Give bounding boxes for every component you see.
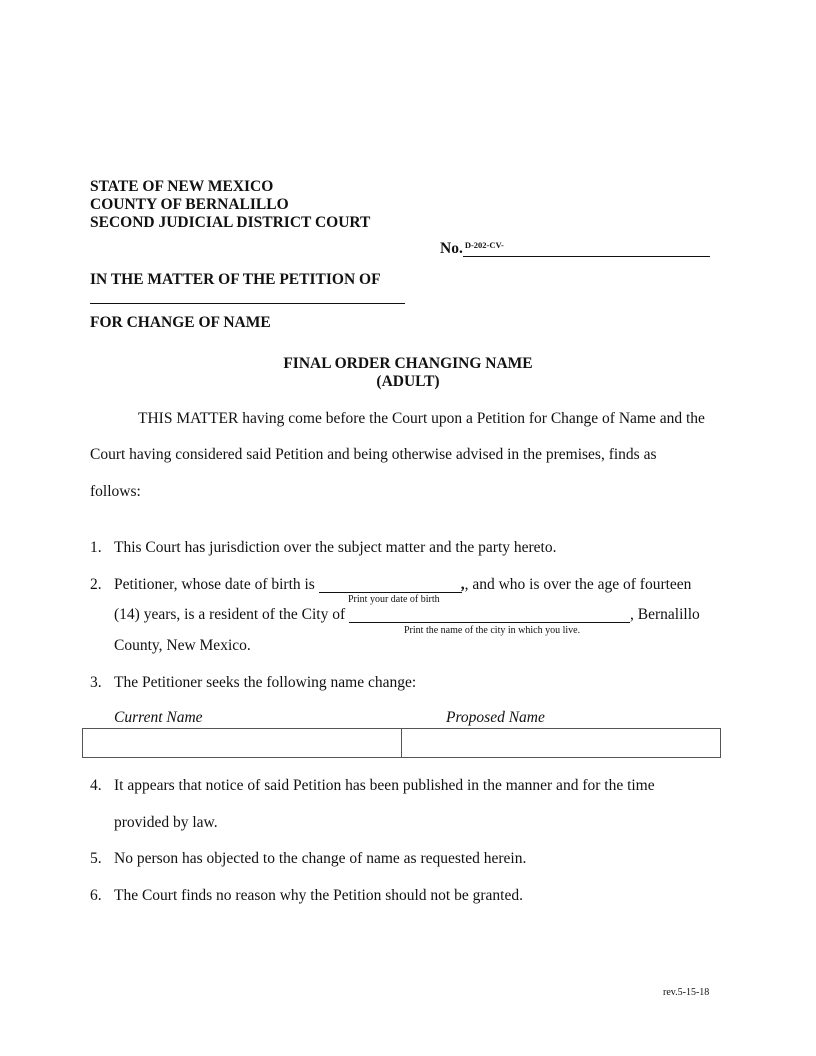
change-of-name-heading: FOR CHANGE OF NAME — [90, 314, 271, 331]
finding-3-text: The Petitioner seeks the following name change: — [114, 674, 417, 691]
state-heading: STATE OF NEW MEXICO — [90, 178, 274, 195]
date-of-birth-field[interactable] — [319, 576, 462, 593]
order-title: FINAL ORDER CHANGING NAME — [283, 355, 533, 372]
county-heading: COUNTY OF BERNALILLO — [90, 196, 289, 213]
finding-4-number: 4. — [90, 777, 102, 794]
revision-date: rev.5-15-18 — [663, 987, 710, 998]
intro-line-2: Court having considered said Petition and being otherwise advised in the premises, finds as — [90, 446, 657, 463]
finding-5-text: No person has objected to the change of name as requested herein. — [114, 850, 527, 867]
court-heading: SECOND JUDICIAL DISTRICT COURT — [90, 214, 371, 231]
proposed-name-cell[interactable] — [401, 728, 721, 758]
date-of-birth-hint: Print your date of birth — [348, 594, 440, 605]
finding-1-number: 1. — [90, 539, 102, 556]
proposed-name-header: Proposed Name — [446, 709, 545, 726]
finding-3-number: 3. — [90, 674, 102, 691]
finding-4-line-2: provided by law. — [114, 814, 218, 831]
city-hint: Print the name of the city in which you live. — [404, 625, 581, 636]
finding-2-text-d: , Bernalillo — [630, 606, 700, 623]
matter-heading: IN THE MATTER OF THE PETITION OF — [90, 271, 381, 288]
case-number — [440, 240, 710, 258]
case-number-label: No. — [440, 240, 463, 257]
order-subtitle: (ADULT) — [376, 373, 440, 390]
finding-2-text-b: , and who is over the age of fourteen — [464, 576, 692, 593]
finding-5-number: 5. — [90, 850, 102, 867]
finding-4-line-1: It appears that notice of said Petition has been published in the manner and for the time — [114, 777, 655, 794]
case-number-prefix: D-202-CV- — [464, 240, 504, 250]
petitioner-name-field[interactable] — [90, 288, 405, 304]
finding-2-number: 2. — [90, 576, 102, 593]
city-field[interactable] — [349, 606, 630, 623]
finding-6-text: The Court finds no reason why the Petition should not be granted. — [114, 887, 523, 904]
current-name-cell[interactable] — [82, 728, 402, 758]
finding-6-number: 6. — [90, 887, 102, 904]
finding-2-line-2 — [114, 606, 700, 624]
case-number-field[interactable] — [463, 240, 710, 257]
finding-1-text: This Court has jurisdiction over the subject matter and the party hereto. — [114, 539, 557, 556]
finding-2-text-e: County, New Mexico. — [114, 637, 251, 654]
intro-line-1: THIS MATTER having come before the Court upon a Petition for Change of Name and the — [138, 410, 705, 427]
current-name-header: Current Name — [114, 709, 203, 726]
finding-2-text-c: (14) years, is a resident of the City of — [114, 606, 346, 623]
finding-2-text-a: Petitioner, whose date of birth is — [114, 576, 315, 593]
finding-2-line-1: Petitioner, whose date of birth is ,, and who is over the age of fourteen — [114, 576, 692, 593]
intro-line-3: follows: — [90, 483, 141, 500]
